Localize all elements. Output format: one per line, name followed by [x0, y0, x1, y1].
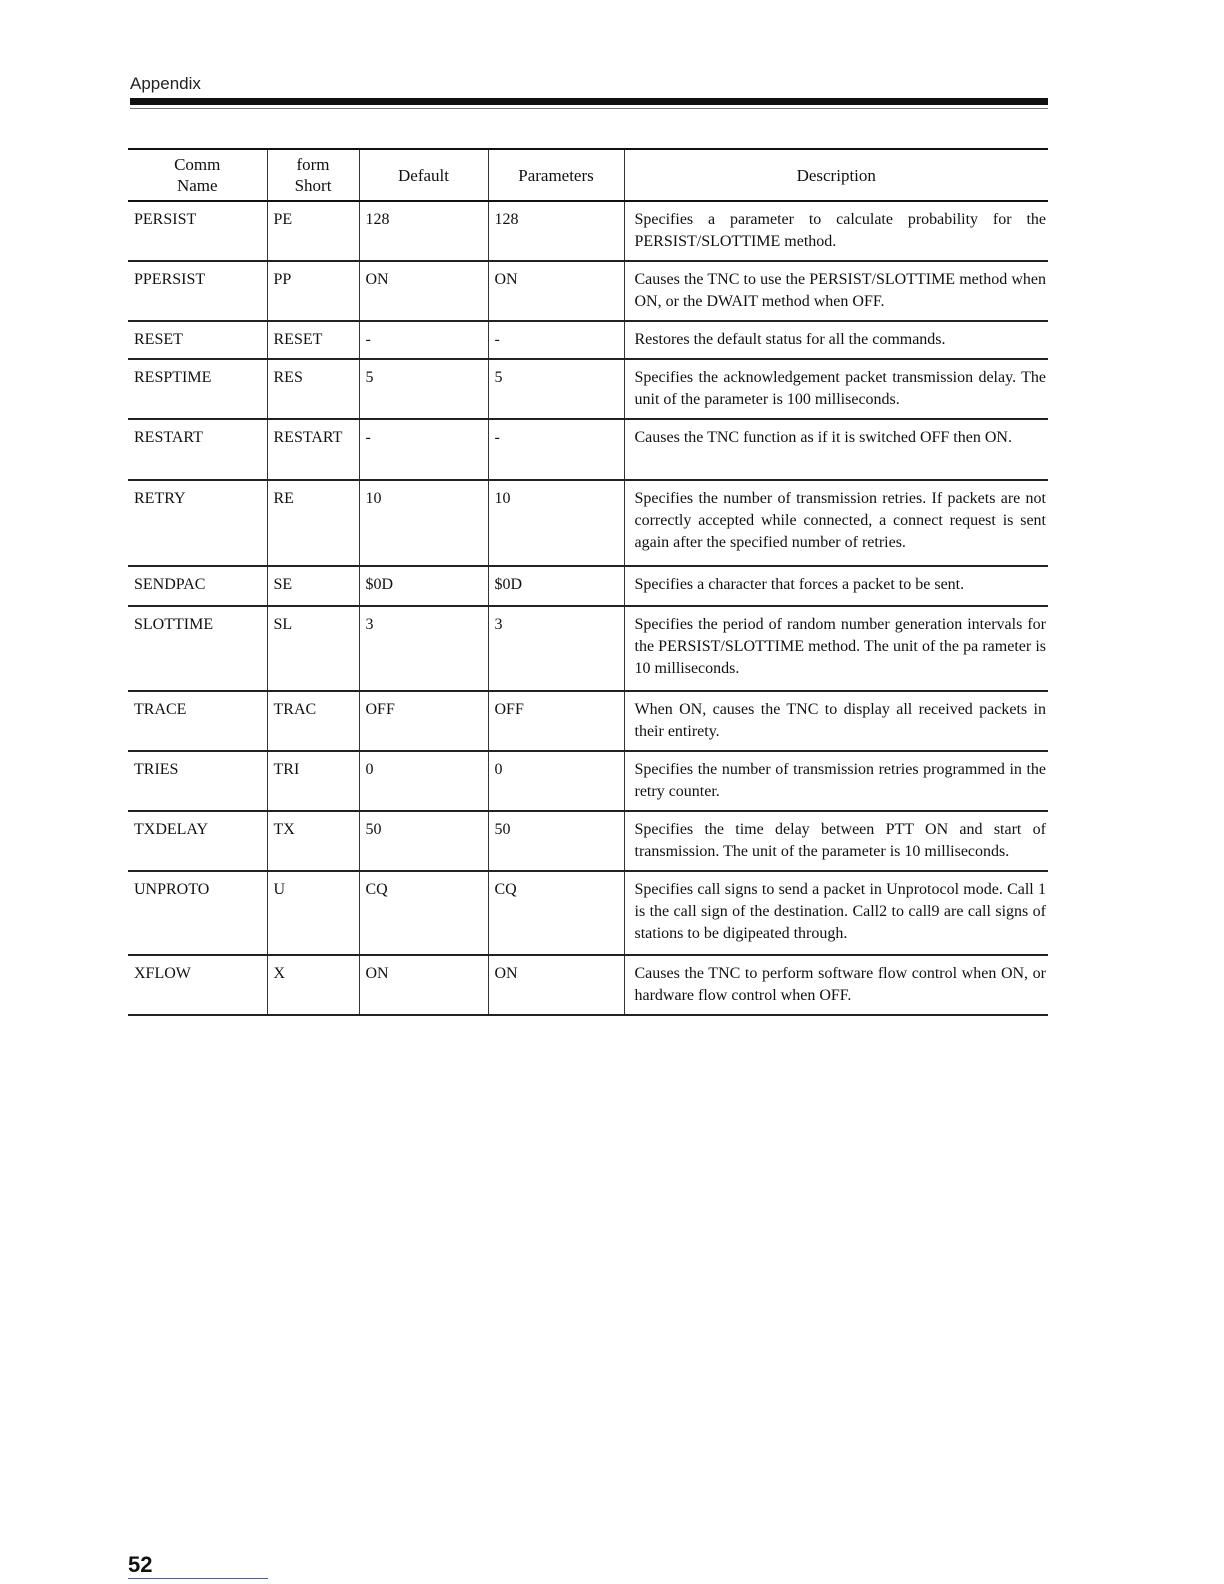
command-parameters: 10	[488, 480, 624, 566]
col-header-parameters: Parameters	[488, 149, 624, 201]
command-default: -	[359, 419, 488, 480]
command-name: RESTART	[128, 419, 267, 480]
command-default: 3	[359, 606, 488, 691]
command-short: TRI	[267, 751, 359, 811]
command-default: ON	[359, 261, 488, 321]
command-description: Specifies a character that forces a packet to be sent.	[624, 566, 1048, 606]
command-parameters: 5	[488, 359, 624, 419]
command-parameters: ON	[488, 955, 624, 1015]
command-name: SLOTTIME	[128, 606, 267, 691]
command-default: $0D	[359, 566, 488, 606]
table-row	[128, 261, 1048, 321]
command-name: UNPROTO	[128, 871, 267, 955]
table-row	[128, 359, 1048, 419]
table-row	[128, 811, 1048, 871]
col-header-command-name-line1: Comm	[174, 155, 221, 174]
command-table	[128, 148, 1048, 1016]
command-description: Restores the default status for all the commands.	[624, 321, 1048, 359]
command-description: Causes the TNC function as if it is switched OFF then ON.	[624, 419, 1048, 480]
command-short: RES	[267, 359, 359, 419]
command-short: RESTART	[267, 419, 359, 480]
header-rule-thin	[130, 108, 1048, 109]
command-short: TX	[267, 811, 359, 871]
command-short: PP	[267, 261, 359, 321]
command-description: Specifies the period of random number generation intervals for the PERSIST/SLOTTIME method. The unit of the pa rameter is 10 milliseconds.	[624, 606, 1048, 691]
command-parameters: CQ	[488, 871, 624, 955]
footer-rule	[128, 1578, 268, 1579]
command-default: 5	[359, 359, 488, 419]
table-row	[128, 480, 1048, 566]
table-row	[128, 691, 1048, 751]
command-parameters: ON	[488, 261, 624, 321]
command-short: X	[267, 955, 359, 1015]
col-header-command-name	[128, 149, 267, 201]
command-short: RE	[267, 480, 359, 566]
col-header-command-name-line2: Name	[176, 176, 218, 195]
command-default: -	[359, 321, 488, 359]
table-row	[128, 606, 1048, 691]
command-name: RESPTIME	[128, 359, 267, 419]
table-row	[128, 321, 1048, 359]
command-name: RETRY	[128, 480, 267, 566]
command-name: PERSIST	[128, 201, 267, 261]
command-description: Causes the TNC to perform software flow control when ON, or hardware flow control when OFF.	[624, 955, 1048, 1015]
table-row	[128, 871, 1048, 955]
command-parameters: 128	[488, 201, 624, 261]
header-rule	[130, 98, 1048, 105]
col-header-description: Description	[624, 149, 1048, 201]
command-description: Causes the TNC to use the PERSIST/SLOTTIME method when ON, or the DWAIT method when OFF.	[624, 261, 1048, 321]
command-default: ON	[359, 955, 488, 1015]
col-header-default: Default	[359, 149, 488, 201]
command-short: RESET	[267, 321, 359, 359]
command-name: SENDPAC	[128, 566, 267, 606]
command-description: When ON, causes the TNC to display all received packets in their entirety.	[624, 691, 1048, 751]
page-number: 52	[128, 1552, 153, 1577]
command-default: 10	[359, 480, 488, 566]
col-header-short-form	[267, 149, 359, 201]
command-description: Specifies the number of transmission retries programmed in the retry counter.	[624, 751, 1048, 811]
command-name: XFLOW	[128, 955, 267, 1015]
command-parameters: 0	[488, 751, 624, 811]
command-description: Specifies the time delay between PTT ON and start of transmission. The unit of the parameter is 10 milliseconds.	[624, 811, 1048, 871]
table-row	[128, 201, 1048, 261]
col-header-short-form-line1: form	[296, 155, 330, 174]
table-row	[128, 419, 1048, 480]
command-name: PPERSIST	[128, 261, 267, 321]
table-row	[128, 751, 1048, 811]
command-parameters: OFF	[488, 691, 624, 751]
col-header-short-form-line2: Short	[294, 176, 332, 195]
command-parameters: -	[488, 321, 624, 359]
table-row	[128, 955, 1048, 1015]
command-default: 50	[359, 811, 488, 871]
table-row	[128, 566, 1048, 606]
command-parameters: 50	[488, 811, 624, 871]
command-default: OFF	[359, 691, 488, 751]
command-description: Specifies call signs to send a packet in Unprotocol mode. Call 1 is the call sign of the destination. Call2 to call9 are call signs of stations to be digipeated through.	[624, 871, 1048, 955]
command-short: PE	[267, 201, 359, 261]
command-parameters: -	[488, 419, 624, 480]
command-short: SL	[267, 606, 359, 691]
command-parameters: 3	[488, 606, 624, 691]
command-name: RESET	[128, 321, 267, 359]
command-short: U	[267, 871, 359, 955]
table-header-row	[128, 149, 1048, 201]
command-description: Specifies the acknowledgement packet transmission delay. The unit of the parameter is 100 milliseconds.	[624, 359, 1048, 419]
section-label: Appendix	[130, 74, 201, 93]
command-name: TRACE	[128, 691, 267, 751]
command-short: TRAC	[267, 691, 359, 751]
command-name: TXDELAY	[128, 811, 267, 871]
command-default: CQ	[359, 871, 488, 955]
command-default: 0	[359, 751, 488, 811]
command-parameters: $0D	[488, 566, 624, 606]
command-description: Specifies the number of transmission retries. If packets are not correctly accepted while connected, a connect request is sent again after the specified number of retries.	[624, 480, 1048, 566]
command-short: SE	[267, 566, 359, 606]
command-name: TRIES	[128, 751, 267, 811]
command-description: Specifies a parameter to calculate probability for the PERSIST/SLOTTIME method.	[624, 201, 1048, 261]
command-default: 128	[359, 201, 488, 261]
